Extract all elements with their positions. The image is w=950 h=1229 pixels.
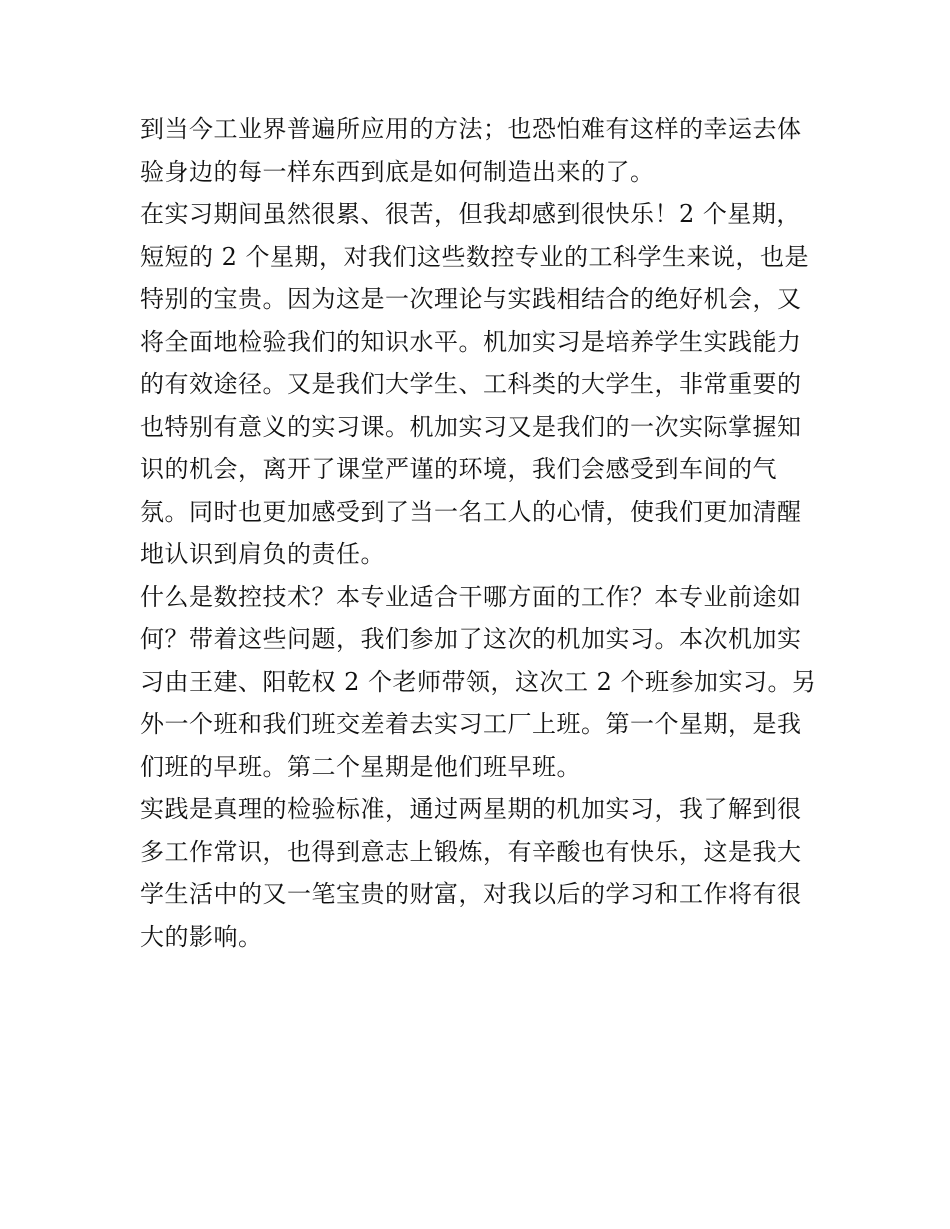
paragraph-2 bbox=[140, 193, 810, 576]
text-line: 外一个班和我们班交差着去实习工厂上班。第一个星期，是我 bbox=[140, 710, 802, 738]
text-line: 识的机会，离开了课堂严谨的环境，我们会感受到车间的气 bbox=[140, 455, 777, 483]
text-line: 何？带着这些问题，我们参加了这次的机加实习。本次机加实 bbox=[140, 625, 802, 653]
text-line: 们班的早班。第二个星期是他们班早班。 bbox=[140, 752, 581, 781]
text-line: 短短的 2 个星期，对我们这些数控专业的工科学生来说，也是 bbox=[140, 242, 810, 271]
text-line: 验身边的每一样东西到底是如何制造出来的了。 bbox=[140, 157, 655, 186]
text-line: 大的影响。 bbox=[140, 922, 263, 951]
text-line: 也特别有意义的实习课。机加实习又是我们的一次实际掌握知 bbox=[140, 412, 802, 441]
text-line: 学生活中的又一笔宝贵的财富，对我以后的学习和工作将有很 bbox=[140, 880, 802, 908]
text-line: 到当今工业界普遍所应用的方法；也恐怕难有这样的幸运去体 bbox=[140, 115, 802, 143]
paragraph-3 bbox=[140, 576, 817, 789]
text-line: 多工作常识，也得到意志上锻炼，有辛酸也有快乐，这是我大 bbox=[140, 837, 802, 866]
text-line: 习由王建、阳乾权 2 个老师带领，这次工 2 个班参加实习。另 bbox=[140, 667, 817, 696]
paragraph-4 bbox=[140, 788, 810, 958]
text-line: 的有效途径。又是我们大学生、工科类的大学生，非常重要的 bbox=[140, 370, 802, 398]
text-line: 氛。同时也更加感受到了当一名工人的心情，使我们更加清醒 bbox=[140, 497, 802, 526]
document-body bbox=[140, 108, 817, 958]
text-line: 将全面地检验我们的知识水平。机加实习是培养学生实践能力 bbox=[140, 327, 802, 356]
text-line: 地认识到肩负的责任。 bbox=[140, 540, 385, 568]
text-line: 什么是数控技术？本专业适合干哪方面的工作？本专业前途如 bbox=[140, 582, 802, 611]
text-line: 特别的宝贵。因为这是一次理论与实践相结合的绝好机会，又 bbox=[140, 285, 802, 313]
text-line: 实践是真理的检验标准，通过两星期的机加实习，我了解到很 bbox=[140, 795, 802, 823]
text-line: 在实习期间虽然很累、很苦，但我却感到很快乐！2 个星期， bbox=[140, 200, 801, 228]
paragraph-1 bbox=[140, 108, 810, 193]
